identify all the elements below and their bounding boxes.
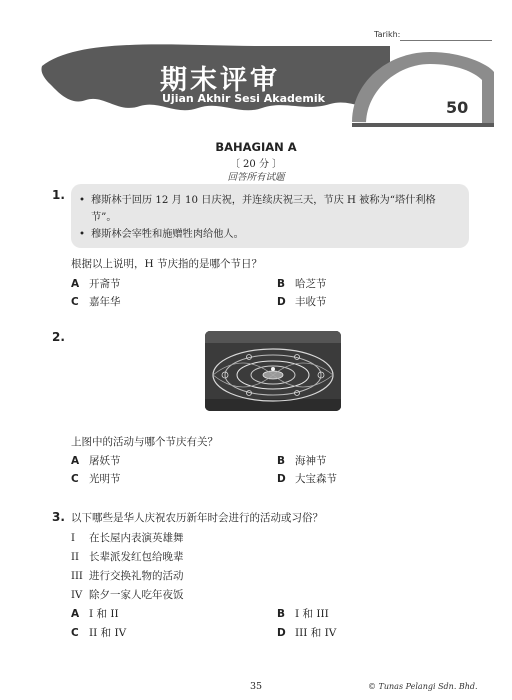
option-c[interactable]: C 嘉年华 bbox=[71, 296, 121, 308]
statement-item: IV 除夕一家人吃年夜饭 bbox=[71, 589, 184, 601]
question-1-info-box bbox=[71, 184, 469, 248]
unit-number: 50 bbox=[446, 98, 469, 117]
date-label: Tarikh: bbox=[374, 30, 401, 39]
page-number: 35 bbox=[249, 681, 263, 692]
page-subtitle: Ujian Akhir Sesi Akademik bbox=[162, 92, 325, 105]
statement-item: I 在长屋内表演英雄舞 bbox=[71, 532, 184, 544]
option-d[interactable]: D 大宝森节 bbox=[277, 473, 337, 485]
option-a[interactable]: A 开斋节 bbox=[71, 278, 121, 290]
option-d[interactable]: D 丰收节 bbox=[277, 296, 327, 308]
option-b[interactable]: B 哈芝节 bbox=[277, 278, 327, 290]
section-marks: 〔 20 分 〕 bbox=[229, 159, 283, 170]
option-d[interactable]: D III 和 IV bbox=[277, 627, 337, 639]
option-c[interactable]: C 光明节 bbox=[71, 473, 121, 485]
question-3-text: 以下哪些是华人庆祝农历新年时会进行的活动或习俗？ bbox=[71, 512, 323, 524]
info-bullet: • 穆斯林会宰牲和施赠牲肉给他人。 bbox=[79, 229, 244, 240]
statement-item: II 长辈派发红包给晚辈 bbox=[71, 551, 184, 563]
kolam-photo bbox=[205, 331, 341, 411]
section-heading: BAHAGIAN A bbox=[215, 140, 297, 154]
section-instruction: 回答所有试题 bbox=[227, 172, 285, 183]
statement-item: III 进行交换礼物的活动 bbox=[71, 570, 184, 582]
question-1-text: 根据以上说明，H 节庆指的是哪个节日？ bbox=[71, 258, 262, 270]
info-bullet: • 穆斯林于回历 12 月 10 日庆祝，并连续庆祝三天，节庆 H 被称为“塔什利格节”。 bbox=[79, 195, 436, 223]
page-title: 期末评审 bbox=[160, 65, 280, 96]
option-c[interactable]: C II 和 IV bbox=[71, 627, 127, 639]
question-2-number: 2. bbox=[52, 330, 65, 344]
option-b[interactable]: B 海神节 bbox=[277, 455, 327, 467]
option-b[interactable]: B I 和 III bbox=[277, 608, 329, 620]
question-2-text: 上图中的活动与哪个节庆有关？ bbox=[71, 436, 218, 448]
question-1-number: 1. bbox=[52, 188, 65, 202]
badge-base bbox=[352, 123, 494, 127]
copyright: © Tunas Pelangi Sdn. Bhd. bbox=[368, 682, 478, 691]
option-a[interactable]: A 屠妖节 bbox=[71, 455, 121, 467]
option-a[interactable]: A I 和 II bbox=[71, 608, 119, 620]
question-3-number: 3. bbox=[52, 510, 65, 524]
